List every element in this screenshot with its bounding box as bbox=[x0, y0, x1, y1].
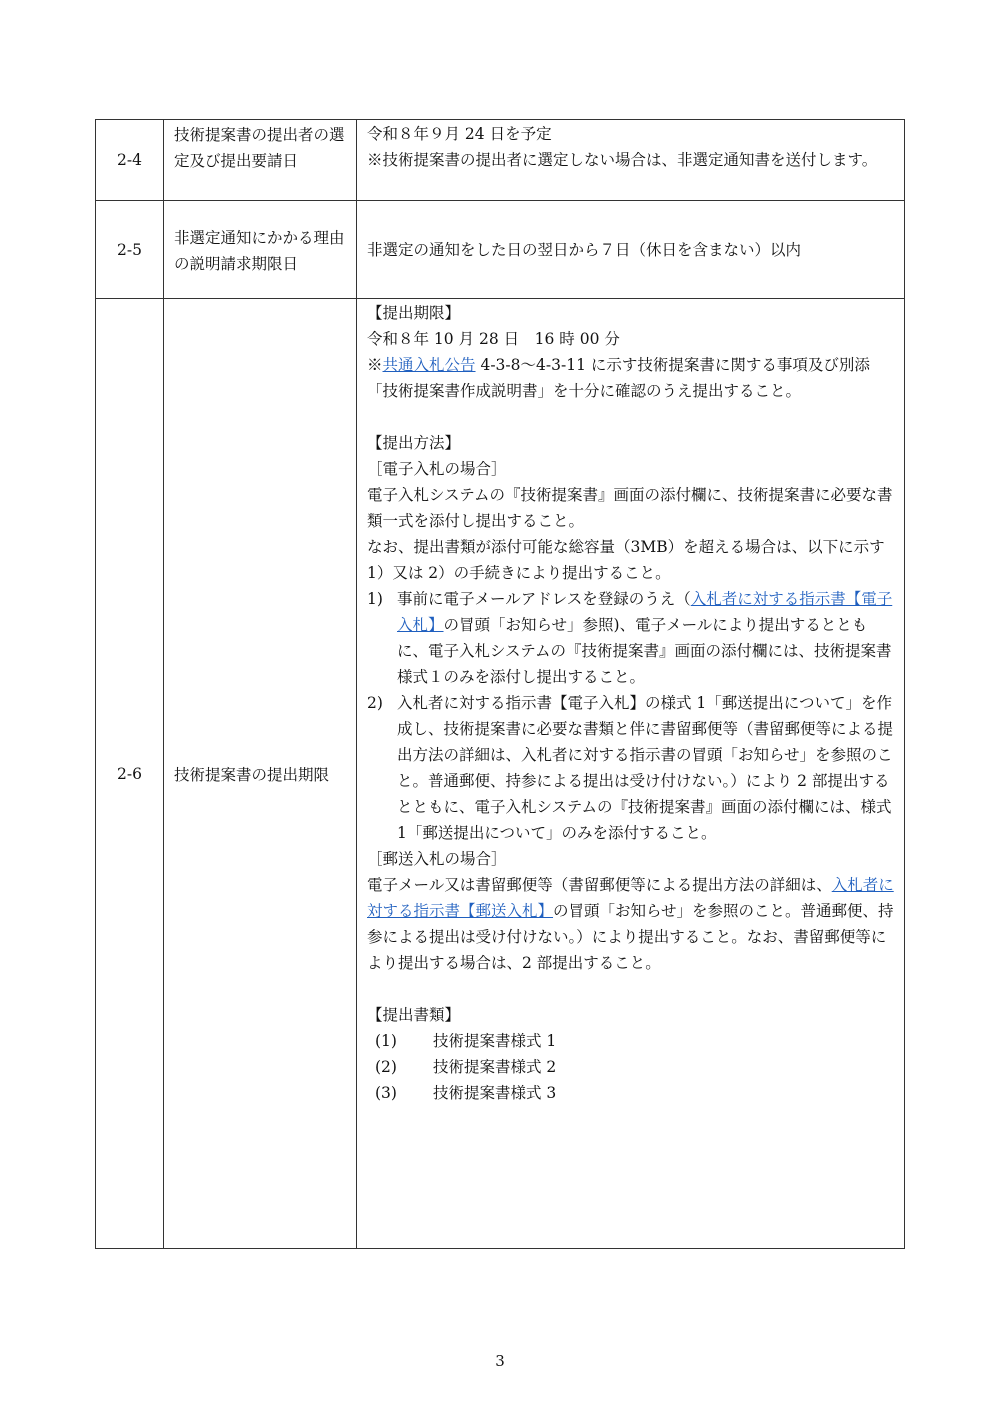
mail-text-part: の冒頭「お知らせ」を参照のこと。普通郵便、持参による提出は受け付けない。）により提出すること。なお、書留郵便等により提出する場合は、2 部提出すること。 bbox=[367, 902, 894, 972]
spacer bbox=[367, 976, 896, 1002]
electronic-paragraph: なお、提出書類が添付可能な総容量（3MB）を超える場合は、以下に示す 1）又は 2）の手続きにより提出すること。 bbox=[367, 538, 885, 582]
content-line: 令和８年９月 24 日を予定 bbox=[367, 125, 552, 143]
item-label: 技術提案書の提出期限 bbox=[164, 299, 357, 1249]
step-item bbox=[367, 586, 896, 690]
row-content bbox=[357, 201, 905, 299]
deadline-heading: 【提出期限】 bbox=[367, 304, 461, 322]
page-number: 3 bbox=[495, 1352, 505, 1370]
row-content bbox=[357, 120, 905, 201]
table-row bbox=[96, 120, 905, 201]
list-item bbox=[367, 1054, 896, 1080]
row-number: 2-4 bbox=[96, 120, 164, 201]
mail-label: ［郵送入札の場合］ bbox=[367, 850, 507, 868]
doc-marker: (3) bbox=[375, 1084, 397, 1102]
docs-heading: 【提出書類】 bbox=[367, 1006, 461, 1024]
mail-paragraph bbox=[367, 872, 896, 976]
item-label: 非選定通知にかかる理由の説明請求期限日 bbox=[164, 201, 357, 299]
step-marker: 2) bbox=[367, 694, 383, 712]
step-text-part: 事前に電子メールアドレスを登録のうえ（ bbox=[397, 590, 691, 608]
electronic-paragraph: 電子入札システムの『技術提案書』画面の添付欄に、技術提案書に必要な書類一式を添付し提出すること。 bbox=[367, 486, 893, 530]
row-number: 2-6 bbox=[96, 299, 164, 1249]
doc-marker: (2) bbox=[375, 1058, 397, 1076]
step-item bbox=[367, 690, 896, 846]
deadline-note bbox=[367, 352, 896, 404]
common-notice-link[interactable]: 共通入札公告 bbox=[382, 356, 476, 374]
note-text: 4-3-8～4-3-11 に示す技術提案書に関する事項及び別添「技術提案書作成説明書」を十分に確認のうえ提出すること。 bbox=[367, 356, 870, 400]
mail-text-part: 電子メール又は書留郵便等（書留郵便等による提出方法の詳細は、 bbox=[367, 876, 832, 894]
doc-label: 技術提案書様式 3 bbox=[433, 1084, 557, 1102]
table-row bbox=[96, 299, 905, 1249]
list-item bbox=[367, 1028, 896, 1054]
step-text bbox=[397, 586, 896, 690]
instructions-mail-link[interactable]: 入札者に対する指示書【郵送入札】 bbox=[367, 876, 894, 920]
item-label: 技術提案書の提出者の選定及び提出要請日 bbox=[164, 120, 357, 201]
step-text: 入札者に対する指示書【電子入札】の様式 1「郵送提出について」を作成し、技術提案書に必要な書類と伴に書留郵便等（書留郵便等による提出方法の詳細は、入札者に対する指示書の冒頭「お知らせ」を参照のこと。普通郵便、持参による提出は受け付けない。）により 2 部提出するとともに、電子入札システムの『技術提案書』画面の添付欄には、様式 1「郵送提出について」のみを添付すること。 bbox=[397, 694, 894, 842]
deadline-datetime: 令和８年 10 月 28 日 16 時 00 分 bbox=[367, 330, 620, 348]
content-line: 非選定の通知をした日の翌日から７日（休日を含まない）以内 bbox=[367, 241, 802, 259]
doc-marker: (1) bbox=[375, 1032, 397, 1050]
row-content bbox=[357, 299, 905, 1249]
note-prefix: ※ bbox=[367, 356, 383, 374]
step-text-part: の冒頭「お知らせ」参照)、電子メールにより提出するとともに、電子入札システムの『技術提案書』画面の添付欄には、技術提案書様式１のみを添付し提出すること。 bbox=[397, 616, 892, 686]
doc-label: 技術提案書様式 2 bbox=[433, 1058, 557, 1076]
electronic-label: ［電子入札の場合］ bbox=[367, 460, 507, 478]
list-item bbox=[367, 1080, 896, 1106]
table-row bbox=[96, 201, 905, 299]
instructions-electronic-link[interactable]: 入札者に対する指示書【電子入札】 bbox=[397, 590, 893, 634]
method-heading: 【提出方法】 bbox=[367, 434, 461, 452]
schedule-table bbox=[95, 119, 905, 1249]
step-marker: 1) bbox=[367, 590, 383, 608]
spacer bbox=[367, 404, 896, 430]
row-number: 2-5 bbox=[96, 201, 164, 299]
content-line: ※技術提案書の提出者に選定しない場合は、非選定通知書を送付します。 bbox=[367, 151, 878, 169]
doc-label: 技術提案書様式 1 bbox=[433, 1032, 557, 1050]
